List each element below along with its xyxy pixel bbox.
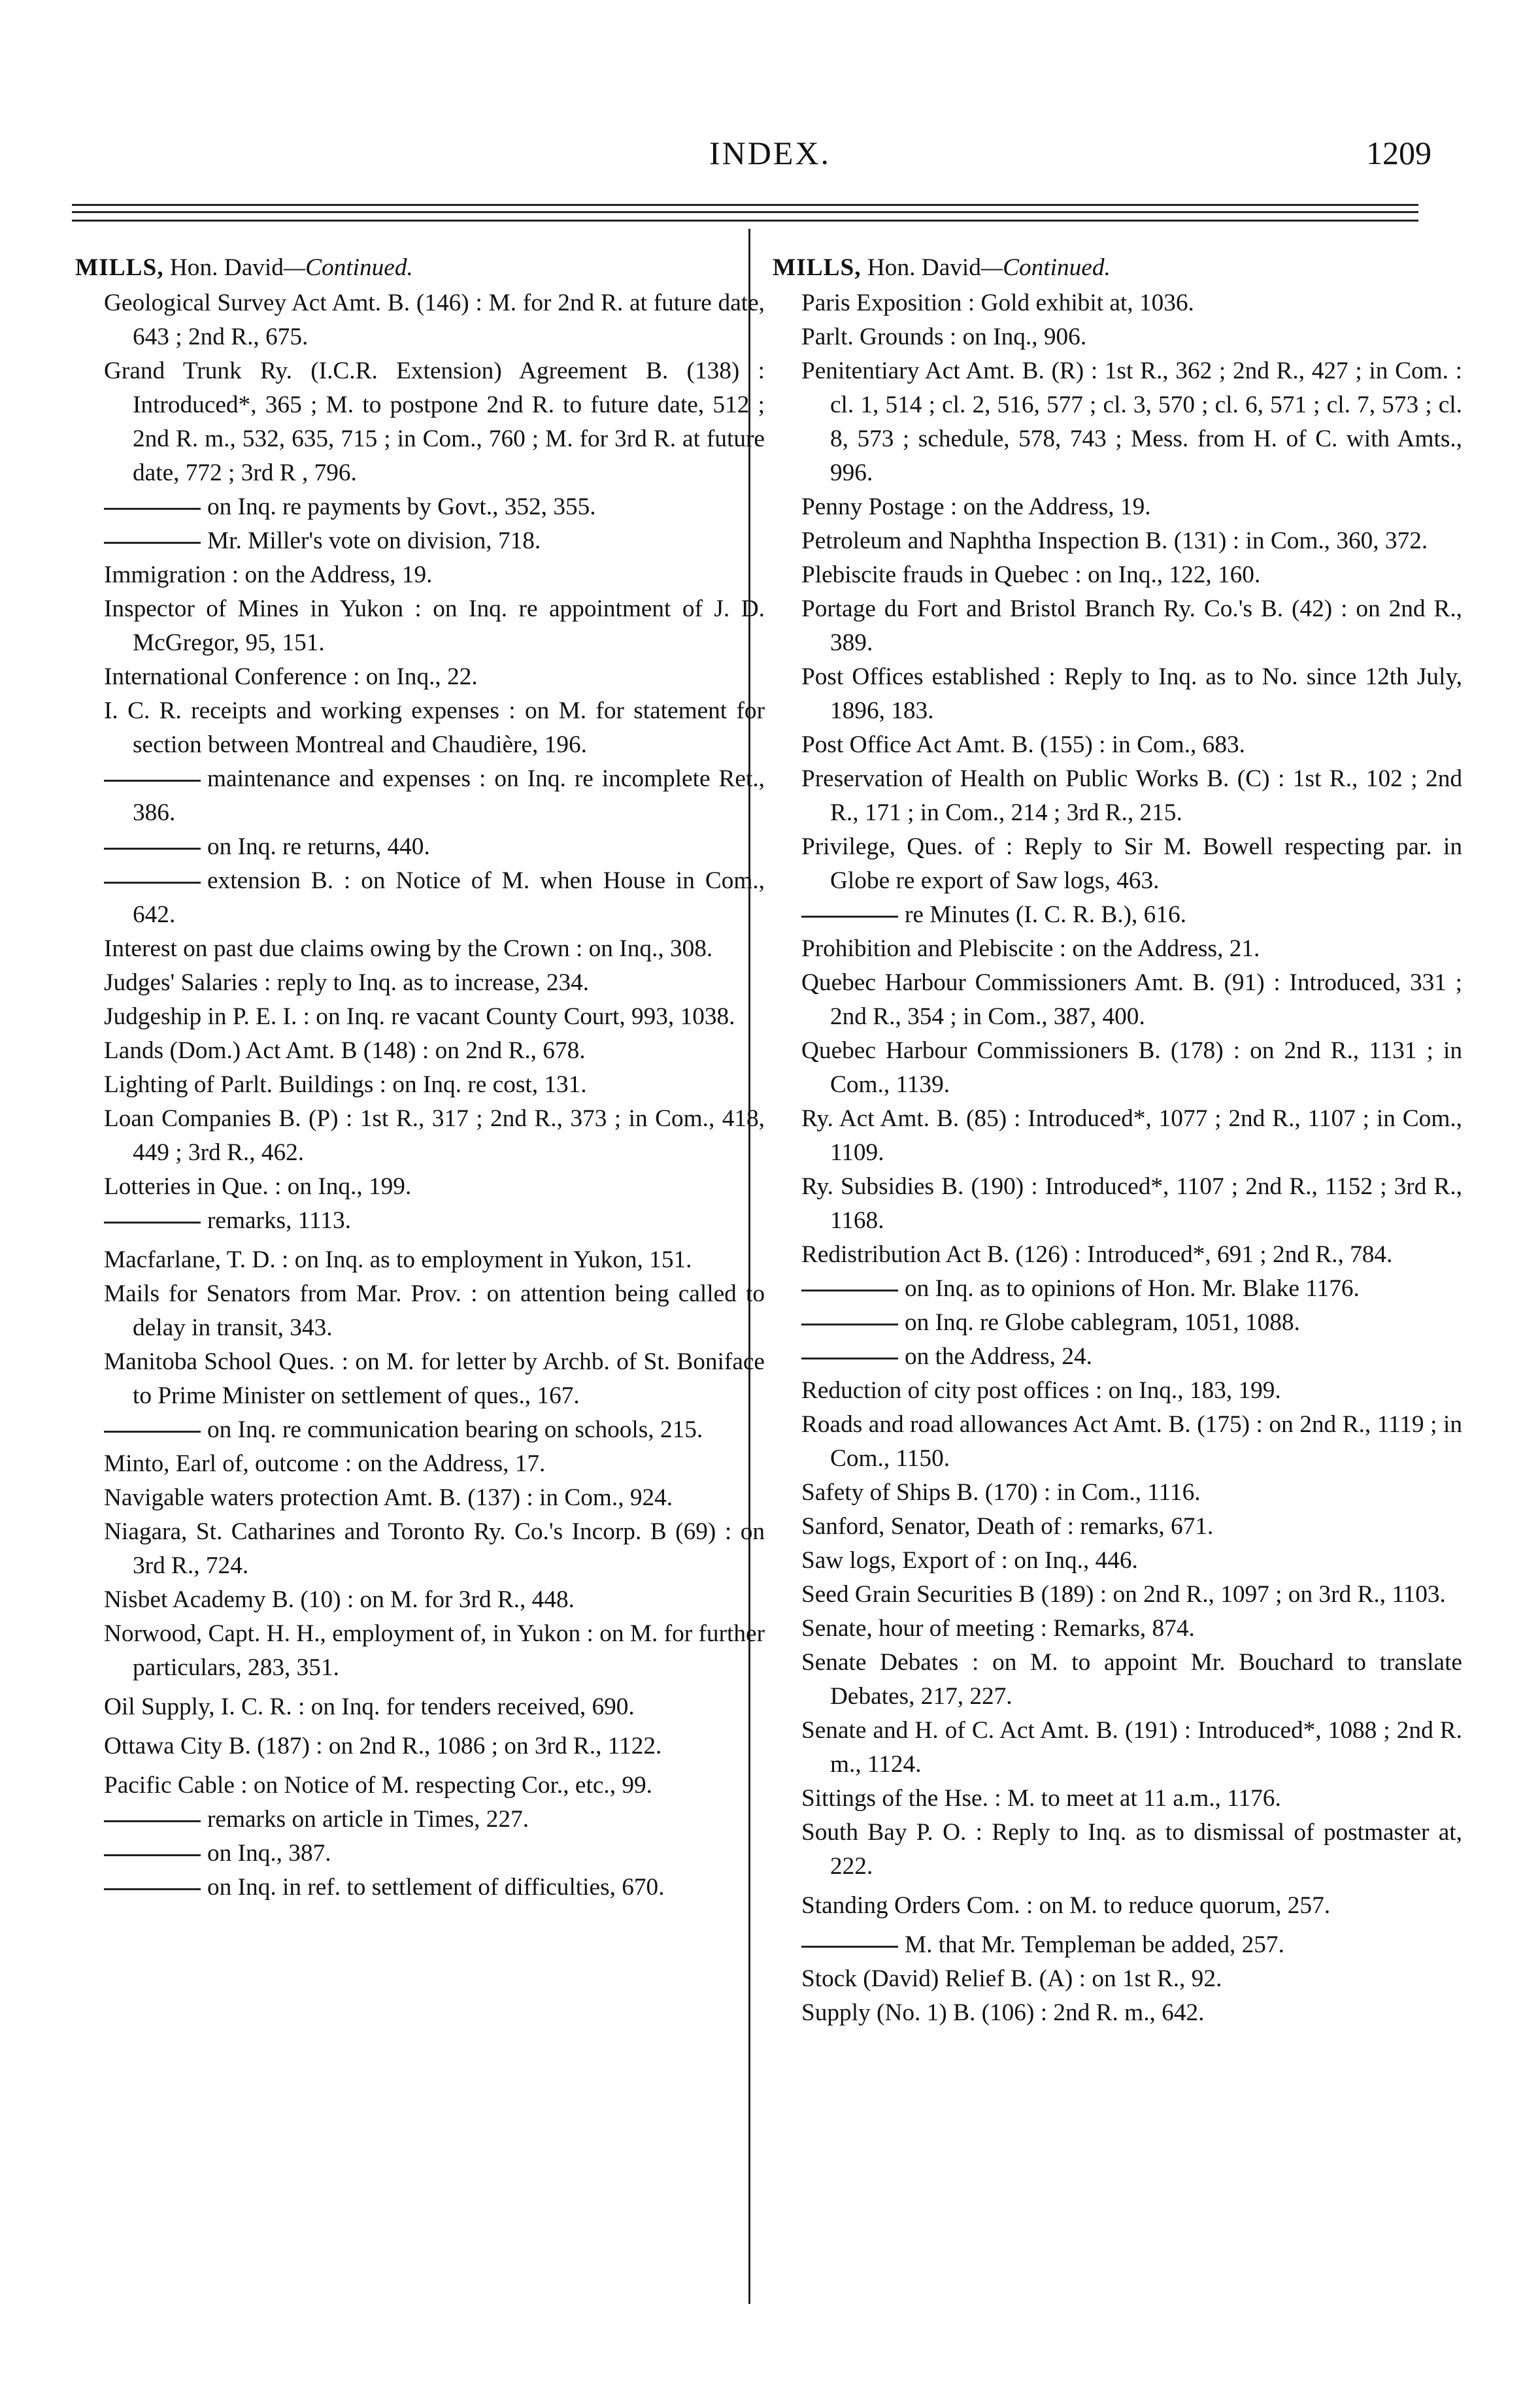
ditto-dash	[801, 1290, 898, 1292]
column-heading	[773, 251, 1462, 285]
index-entry: Quebec Harbour Commissioners B. (178) : on 2nd R., 1131 ; in Com., 1139.	[801, 1037, 1462, 1098]
subentry-text: on Inq. re payments by Govt., 352, 355.	[207, 493, 596, 520]
left-column	[75, 251, 765, 1905]
index-entry: Minto, Earl of, outcome : on the Address, 17.	[104, 1450, 546, 1477]
ditto-dash	[104, 1820, 201, 1822]
ditto-dash	[801, 916, 898, 918]
subentry-text: on Inq. re Globe cablegram, 1051, 1088.	[905, 1309, 1300, 1336]
index-entry: I. C. R. receipts and working expenses : on M. for statement for section between Montreal and Chaudière, 196.	[104, 697, 765, 758]
index-entry: South Bay P. O. : Reply to Inq. as to dismissal of postmaster at, 222.	[801, 1819, 1462, 1880]
ditto-dash	[104, 848, 201, 850]
index-entry: Sanford, Senator, Death of : remarks, 671.	[801, 1513, 1214, 1540]
index-entry: Petroleum and Naphtha Inspection B. (131) : in Com., 360, 372.	[801, 527, 1428, 554]
index-entry: Senate and H. of C. Act Amt. B. (191) : Introduced*, 1088 ; 2nd R. m., 1124.	[801, 1717, 1462, 1778]
index-subentry	[75, 830, 765, 864]
ditto-dash	[801, 1946, 898, 1948]
index-subentry	[75, 524, 765, 558]
index-entry: Immigration : on the Address, 19.	[104, 561, 433, 588]
index-entry: Post Offices established : Reply to Inq. as to No. since 12th July, 1896, 183.	[801, 663, 1462, 724]
ditto-dash	[104, 508, 201, 510]
index-entry: Reduction of city post offices : on Inq., 183, 199.	[801, 1377, 1281, 1404]
index-entry: Senate, hour of meeting : Remarks, 874.	[801, 1615, 1195, 1642]
ditto-dash	[104, 780, 201, 782]
index-entry: Paris Exposition : Gold exhibit at, 1036.	[801, 290, 1194, 316]
running-title: INDEX.	[709, 135, 831, 171]
index-entry: Senate Debates : on M. to appoint Mr. Bouchard to translate Debates, 217, 227.	[801, 1649, 1462, 1710]
index-entry: Penitentiary Act Amt. B. (R) : 1st R., 362 ; 2nd R., 427 ; in Com. : cl. 1, 514 ; cl. 2, 516, 577 ; cl. 3, 570 ; cl. 6, 571 ; cl. 7, 573 ; cl. 8, 573 ; schedule, 578, 743 ; Mess. from H. of C. with Amts., 996.	[801, 358, 1462, 486]
ditto-dash	[104, 882, 201, 884]
column-heading	[75, 251, 765, 285]
index-entry: Lighting of Parlt. Buildings : on Inq. re cost, 131.	[104, 1071, 587, 1098]
index-entry: Supply (No. 1) B. (106) : 2nd R. m., 642.	[801, 1999, 1205, 2026]
index-entry: Loan Companies B. (P) : 1st R., 317 ; 2nd R., 373 ; in Com., 418, 449 ; 3rd R., 462.	[104, 1105, 765, 1166]
index-subentry	[75, 1413, 765, 1447]
ditto-dash	[104, 542, 201, 544]
index-entry: Mails for Senators from Mar. Prov. : on attention being called to delay in transit, 343.	[104, 1280, 765, 1341]
index-entry: Roads and road allowances Act Amt. B. (175) : on 2nd R., 1119 ; in Com., 1150.	[801, 1411, 1462, 1472]
right-column	[773, 251, 1462, 2030]
index-entry: Plebiscite frauds in Quebec : on Inq., 122, 160.	[801, 561, 1261, 588]
subentry-text: on Inq. as to opinions of Hon. Mr. Blake 1176.	[905, 1275, 1360, 1302]
index-entry: Inspector of Mines in Yukon : on Inq. re appointment of J. D. McGregor, 95, 151.	[104, 595, 765, 656]
heading-title: Hon. David	[169, 254, 284, 281]
index-entry: Stock (David) Relief B. (A) : on 1st R., 92.	[801, 1965, 1222, 1992]
index-entry: Macfarlane, T. D. : on Inq. as to employment in Yukon, 151.	[104, 1246, 692, 1273]
index-subentry	[773, 1340, 1462, 1374]
heading-title: Hon. David	[867, 254, 981, 281]
subentry-text: on the Address, 24.	[905, 1343, 1092, 1370]
index-entry: Post Office Act Amt. B. (155) : in Com., 683.	[801, 731, 1245, 758]
index-entry: Ry. Subsidies B. (190) : Introduced*, 1107 ; 2nd R., 1152 ; 3rd R., 1168.	[801, 1173, 1462, 1234]
index-subentry	[75, 1871, 765, 1905]
index-entry: International Conference : on Inq., 22.	[104, 663, 478, 690]
index-entry: Pacific Cable : on Notice of M. respecting Cor., etc., 99.	[104, 1772, 652, 1799]
index-entry: Ottawa City B. (187) : on 2nd R., 1086 ; on 3rd R., 1122.	[104, 1733, 662, 1759]
index-subentry	[75, 1803, 765, 1837]
index-entry: Sittings of the Hse. : M. to meet at 11 a.m., 1176.	[801, 1785, 1281, 1812]
subentry-text: remarks, 1113.	[207, 1207, 351, 1234]
subentry-text: on Inq., 387.	[207, 1840, 331, 1867]
subentry-text: on Inq. re returns, 440.	[207, 833, 430, 860]
page-number: 1209	[1366, 135, 1431, 171]
index-entry: Judgeship in P. E. I. : on Inq. re vacant County Court, 993, 1038.	[104, 1003, 735, 1030]
header-rule-bottom	[72, 220, 1418, 222]
ditto-dash	[801, 1324, 898, 1325]
heading-continued: —Continued.	[980, 254, 1111, 281]
index-entry: Portage du Fort and Bristol Branch Ry. Co.'s B. (42) : on 2nd R., 389.	[801, 595, 1462, 656]
index-entry: Lands (Dom.) Act Amt. B (148) : on 2nd R., 678.	[104, 1037, 586, 1064]
index-entry: Niagara, St. Catharines and Toronto Ry. Co.'s Incorp. B (69) : on 3rd R., 724.	[104, 1518, 765, 1579]
index-entry: Preservation of Health on Public Works B. (C) : 1st R., 102 ; 2nd R., 171 ; in Com., 214 ; 3rd R., 215.	[801, 765, 1462, 826]
index-subentry	[75, 864, 765, 932]
heading-name: MILLS,	[75, 254, 164, 281]
index-entry: Standing Orders Com. : on M. to reduce quorum, 257.	[801, 1892, 1331, 1919]
index-entry: Manitoba School Ques. : on M. for letter by Archb. of St. Boniface to Prime Minister on settlement of ques., 167.	[104, 1348, 765, 1409]
ditto-dash	[104, 1854, 201, 1856]
index-entry: Oil Supply, I. C. R. : on Inq. for tenders received, 690.	[104, 1693, 635, 1720]
subentry-text: M. that Mr. Templeman be added, 257.	[905, 1931, 1284, 1958]
subentry-text: Mr. Miller's vote on division, 718.	[207, 527, 541, 554]
index-entry: Geological Survey Act Amt. B. (146) : M. for 2nd R. at future date, 643 ; 2nd R., 675.	[104, 290, 765, 350]
subentry-text: on Inq. re communication bearing on schools, 215.	[207, 1416, 703, 1443]
index-entry: Seed Grain Securities B (189) : on 2nd R., 1097 ; on 3rd R., 1103.	[801, 1581, 1446, 1608]
ditto-dash	[801, 1358, 898, 1359]
index-entry: Quebec Harbour Commissioners Amt. B. (91) : Introduced, 331 ; 2nd R., 354 ; in Com., 387, 400.	[801, 969, 1462, 1030]
index-entry: Lotteries in Que. : on Inq., 199.	[104, 1173, 412, 1200]
ditto-dash	[104, 1888, 201, 1890]
index-subentry	[75, 762, 765, 830]
index-entry: Safety of Ships B. (170) : in Com., 1116.	[801, 1479, 1201, 1506]
index-entry: Penny Postage : on the Address, 19.	[801, 493, 1151, 520]
index-entry: Ry. Act Amt. B. (85) : Introduced*, 1077 ; 2nd R., 1107 ; in Com., 1109.	[801, 1105, 1462, 1166]
index-subentry	[773, 1306, 1462, 1340]
index-entry: Interest on past due claims owing by the Crown : on Inq., 308.	[104, 935, 713, 962]
heading-name: MILLS,	[773, 254, 862, 281]
index-entry: Grand Trunk Ry. (I.C.R. Extension) Agreement B. (138) : Introduced*, 365 ; M. to postpone 2nd R. to future date, 512 ; 2nd R. m., 532, 635, 715 ; in Com., 760 ; M. for 3rd R. at future date, 772 ; 3rd R , 796.	[104, 358, 765, 486]
subentry-text: re Minutes (I. C. R. B.), 616.	[905, 901, 1186, 928]
header-rule-top	[72, 204, 1418, 206]
ditto-dash	[104, 1431, 201, 1433]
subentry-text: extension B. : on Notice of M. when House in Com., 642.	[133, 867, 765, 928]
index-subentry	[773, 1928, 1462, 1962]
header-rule-middle	[72, 211, 1418, 213]
index-entry: Redistribution Act B. (126) : Introduced*, 691 ; 2nd R., 784.	[801, 1241, 1393, 1268]
subentry-text: maintenance and expenses : on Inq. re incomplete Ret., 386.	[133, 765, 765, 826]
index-subentry	[773, 898, 1462, 932]
subentry-text: remarks on article in Times, 227.	[207, 1806, 529, 1833]
index-entry: Judges' Salaries : reply to Inq. as to increase, 234.	[104, 969, 590, 996]
index-entry: Saw logs, Export of : on Inq., 446.	[801, 1547, 1138, 1574]
ditto-dash	[104, 1222, 201, 1224]
subentry-text: on Inq. in ref. to settlement of difficulties, 670.	[207, 1874, 665, 1901]
index-entry: Norwood, Capt. H. H., employment of, in Yukon : on M. for further particulars, 283, 351.	[104, 1620, 765, 1681]
heading-continued: —Continued.	[283, 254, 413, 281]
index-entry: Privilege, Ques. of : Reply to Sir M. Bowell respecting par. in Globe re export of Saw logs, 463.	[801, 833, 1462, 894]
index-entry: Navigable waters protection Amt. B. (137) : in Com., 924.	[104, 1484, 673, 1511]
index-subentry	[75, 490, 765, 524]
index-subentry	[75, 1204, 765, 1238]
index-subentry	[773, 1272, 1462, 1306]
index-entry: Nisbet Academy B. (10) : on M. for 3rd R., 448.	[104, 1586, 575, 1613]
index-subentry	[75, 1837, 765, 1871]
page-header	[0, 134, 1540, 180]
index-entry: Parlt. Grounds : on Inq., 906.	[801, 324, 1087, 350]
index-entry: Prohibition and Plebiscite : on the Address, 21.	[801, 935, 1260, 962]
